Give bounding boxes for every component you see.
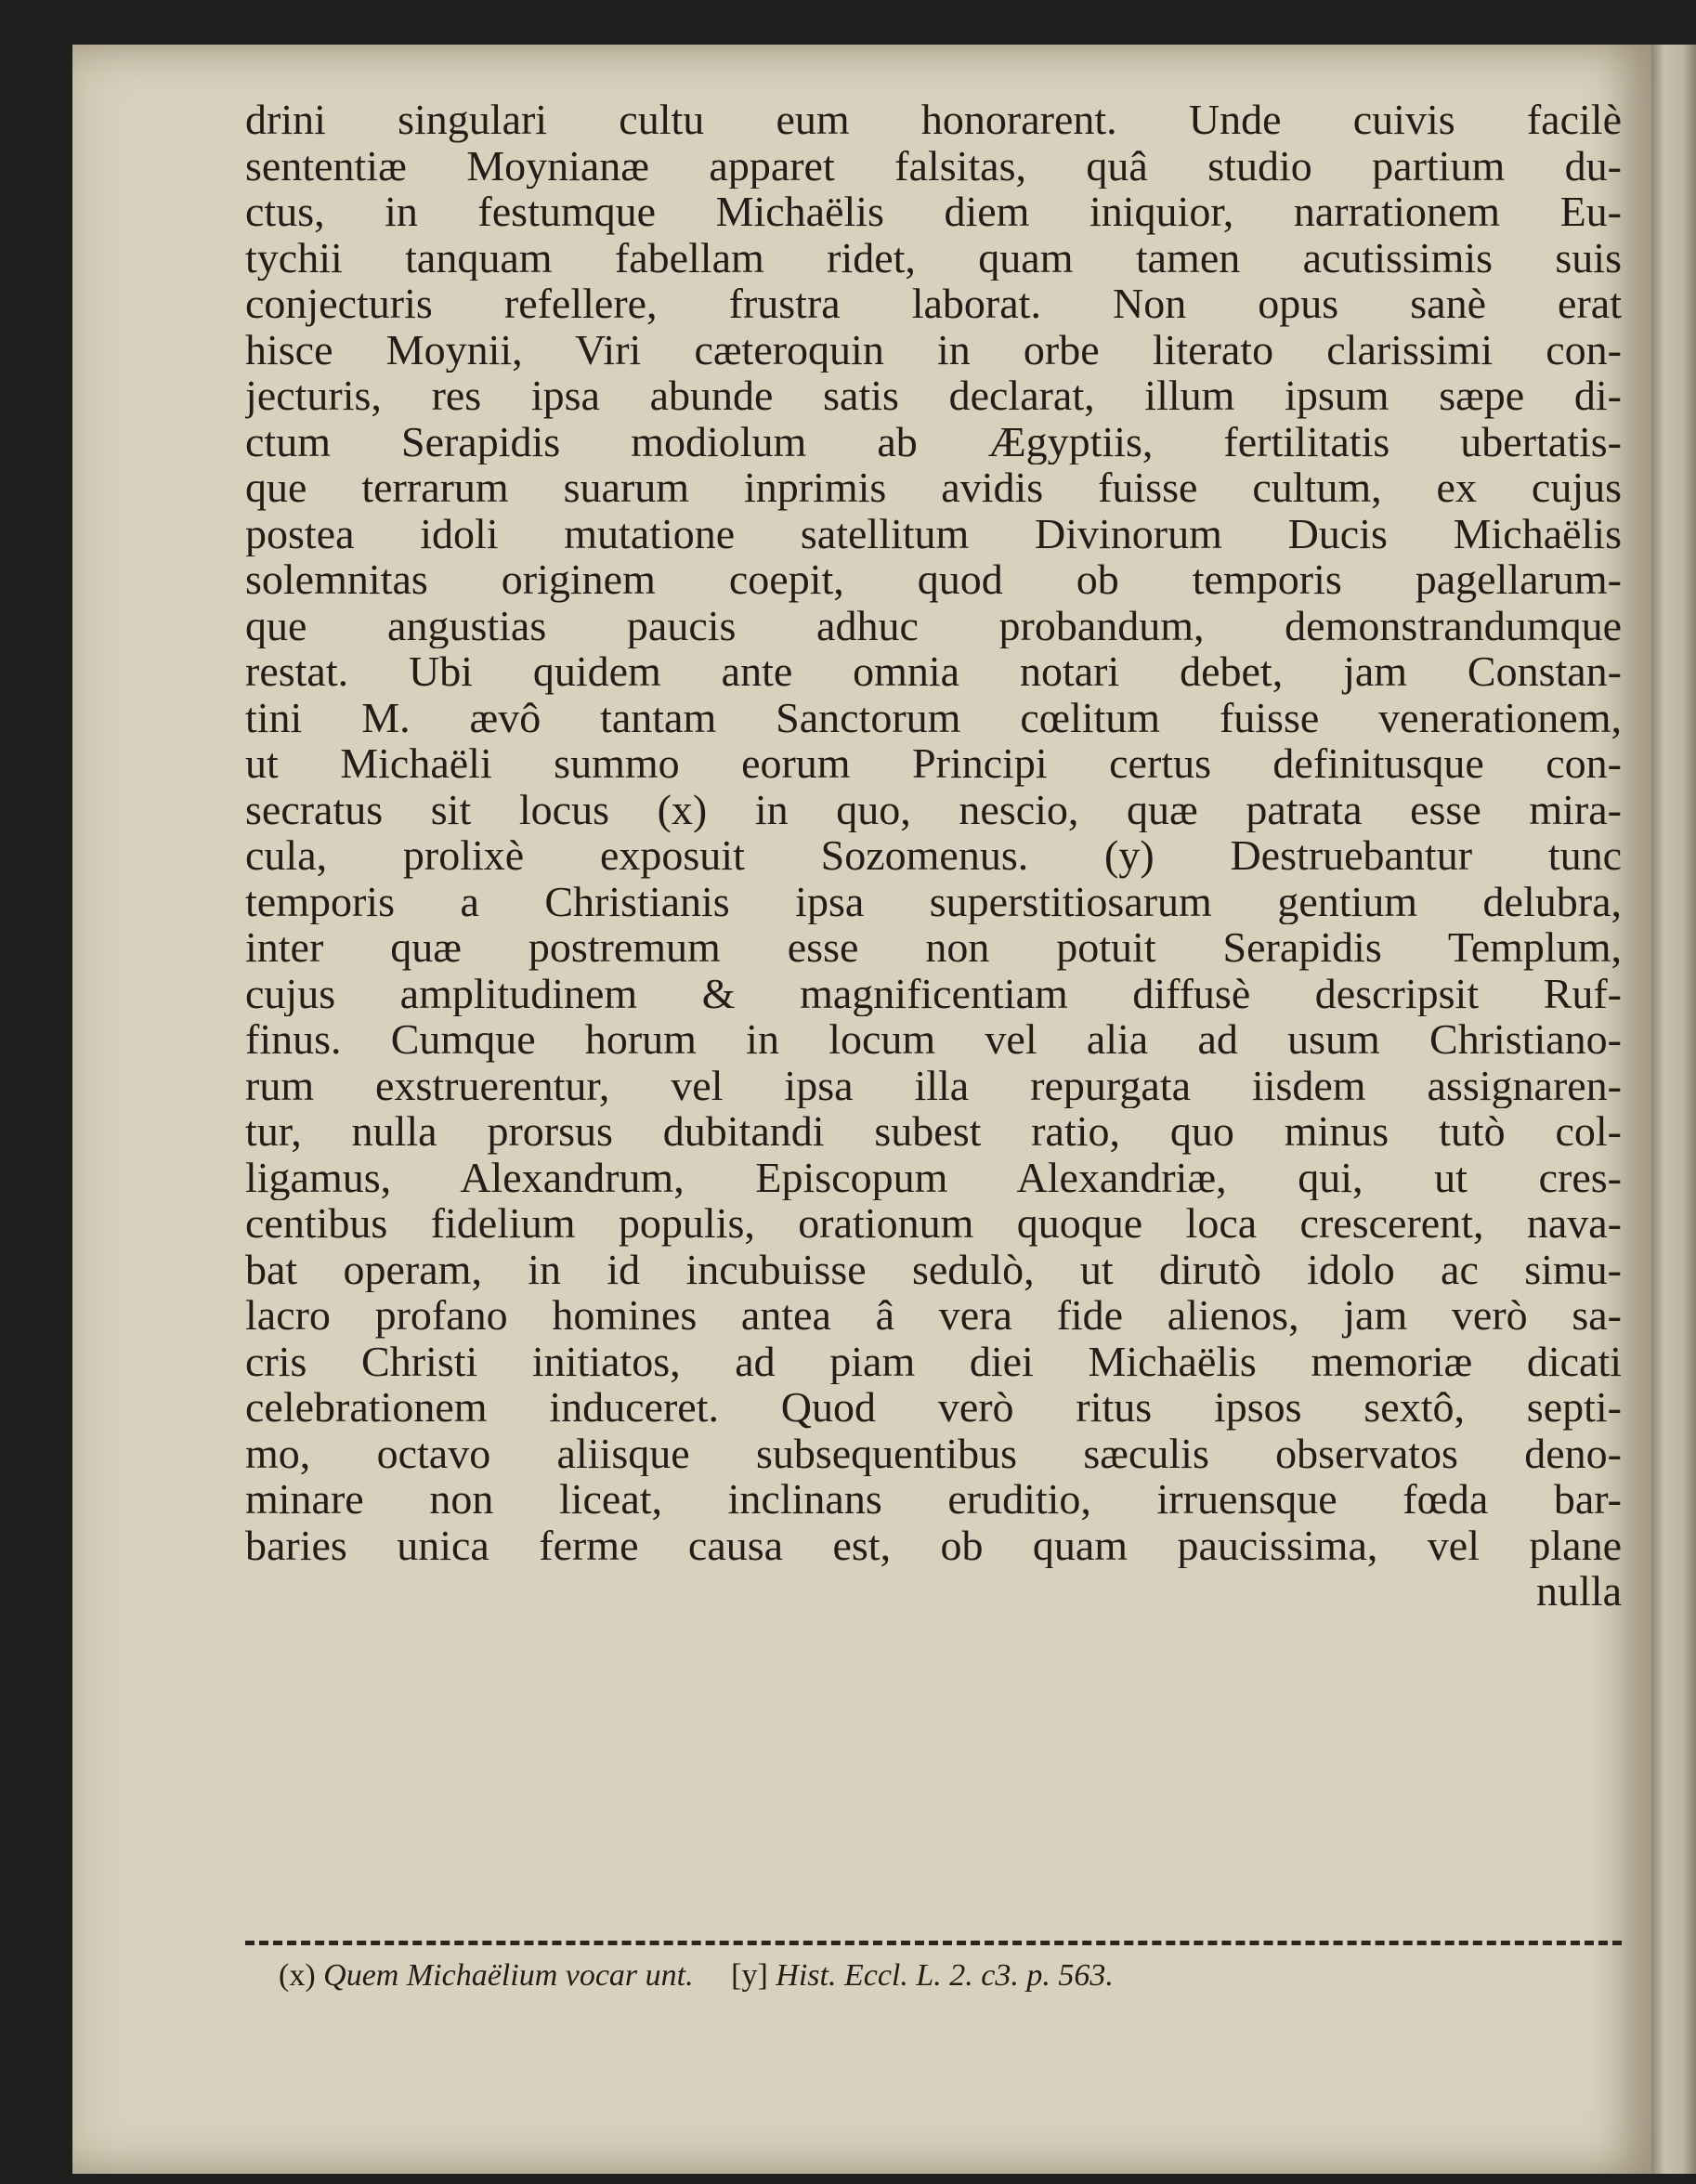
text-line: baries unica ferme causa est, ob quam paucissima, vel plane [245, 1522, 1622, 1568]
footnote-label-x: (x) [279, 1958, 316, 1993]
text-line: ctus, in festumque Michaëlis diem iniquior, narrationem Eu- [245, 189, 1622, 235]
text-line: rum exstruerentur, vel ipsa illa repurgata iisdem assignaren- [245, 1062, 1622, 1108]
body-text [245, 97, 1622, 1615]
text-line: bat operam, in id incubuisse sedulò, ut dirutò idolo ac simu- [245, 1246, 1622, 1292]
text-line: sententiæ Moynianæ apparet falsitas, quâ studio partium du- [245, 142, 1622, 189]
text-line: jecturis, res ipsa abunde satis declarat, illum ipsum sæpe di- [245, 373, 1622, 419]
text-line: tini M. ævô tantam Sanctorum cœlitum fuisse venerationem, [245, 694, 1622, 740]
text-line: lacro profano homines antea â vera fide alienos, jam verò sa- [245, 1292, 1622, 1339]
footnote-text-x: Quem Michaëlium vocar unt. [323, 1958, 694, 1993]
text-line: celebrationem induceret. Quod verò ritus ipsos sextô, septi- [245, 1384, 1622, 1431]
text-line: tur, nulla prorsus dubitandi subest ratio, quo minus tutò col- [245, 1108, 1622, 1155]
footnotes [279, 1958, 1579, 1994]
text-line: cula, prolixè exposuit Sozomenus. (y) Destruebantur tunc [245, 832, 1622, 879]
text-line: minare non liceat, inclinans eruditio, irruensque fœda bar- [245, 1476, 1622, 1523]
text-line: centibus fidelium populis, orationum quoque loca crescerent, nava- [245, 1200, 1622, 1247]
footnote-label-y: [y] [731, 1958, 768, 1993]
text-line: que angustias paucis adhuc probandum, demonstrandumque [245, 602, 1622, 648]
text-line: ut Michaëli summo eorum Principi certus definitusque con- [245, 740, 1622, 787]
text-line: tychii tanquam fabellam ridet, quam tamen acutissimis suis [245, 234, 1622, 281]
text-line: drini singulari cultu eum honorarent. Unde cuivis facilè [245, 97, 1622, 143]
text-line: cris Christi initiatos, ad piam diei Michaëlis memoriæ dicati [245, 1338, 1622, 1384]
text-line: ligamus, Alexandrum, Episcopum Alexandriæ, qui, ut cres- [245, 1154, 1622, 1200]
text-line: ctum Serapidis modiolum ab Ægyptiis, fertilitatis ubertatis- [245, 418, 1622, 464]
page-gutter [1651, 45, 1696, 2174]
text-line: hisce Moynii, Viri cæteroquin in orbe literato clarissimi con- [245, 326, 1622, 373]
text-line: cujus amplitudinem & magnificentiam diffusè descripsit Ruf- [245, 970, 1622, 1016]
catchword: nulla [1536, 1568, 1622, 1615]
text-line: mo, octavo aliisque subsequentibus sæculis observatos deno- [245, 1430, 1622, 1476]
text-line: temporis a Christianis ipsa superstitiosarum gentium delubra, [245, 878, 1622, 924]
text-line: secratus sit locus (x) in quo, nescio, quæ patrata esse mira- [245, 786, 1622, 832]
text-line: conjecturis refellere, frustra laborat. Non opus sanè erat [245, 281, 1622, 327]
footnote-rule [245, 1941, 1622, 1945]
text-line: solemnitas originem coepit, quod ob temporis pagellarum- [245, 556, 1622, 603]
footnote-text-y: Hist. Eccl. L. 2. c3. p. 563. [776, 1958, 1114, 1993]
text-line: inter quæ postremum esse non potuit Serapidis Templum, [245, 924, 1622, 971]
text-line: restat. Ubi quidem ante omnia notari debet, jam Constan- [245, 648, 1622, 695]
text-line: que terrarum suarum inprimis avidis fuisse cultum, ex cujus [245, 464, 1622, 511]
text-line: postea idoli mutatione satellitum Divinorum Ducis Michaëlis [245, 510, 1622, 556]
text-line: finus. Cumque horum in locum vel alia ad usum Christiano- [245, 1016, 1622, 1063]
book-page [72, 45, 1651, 2174]
